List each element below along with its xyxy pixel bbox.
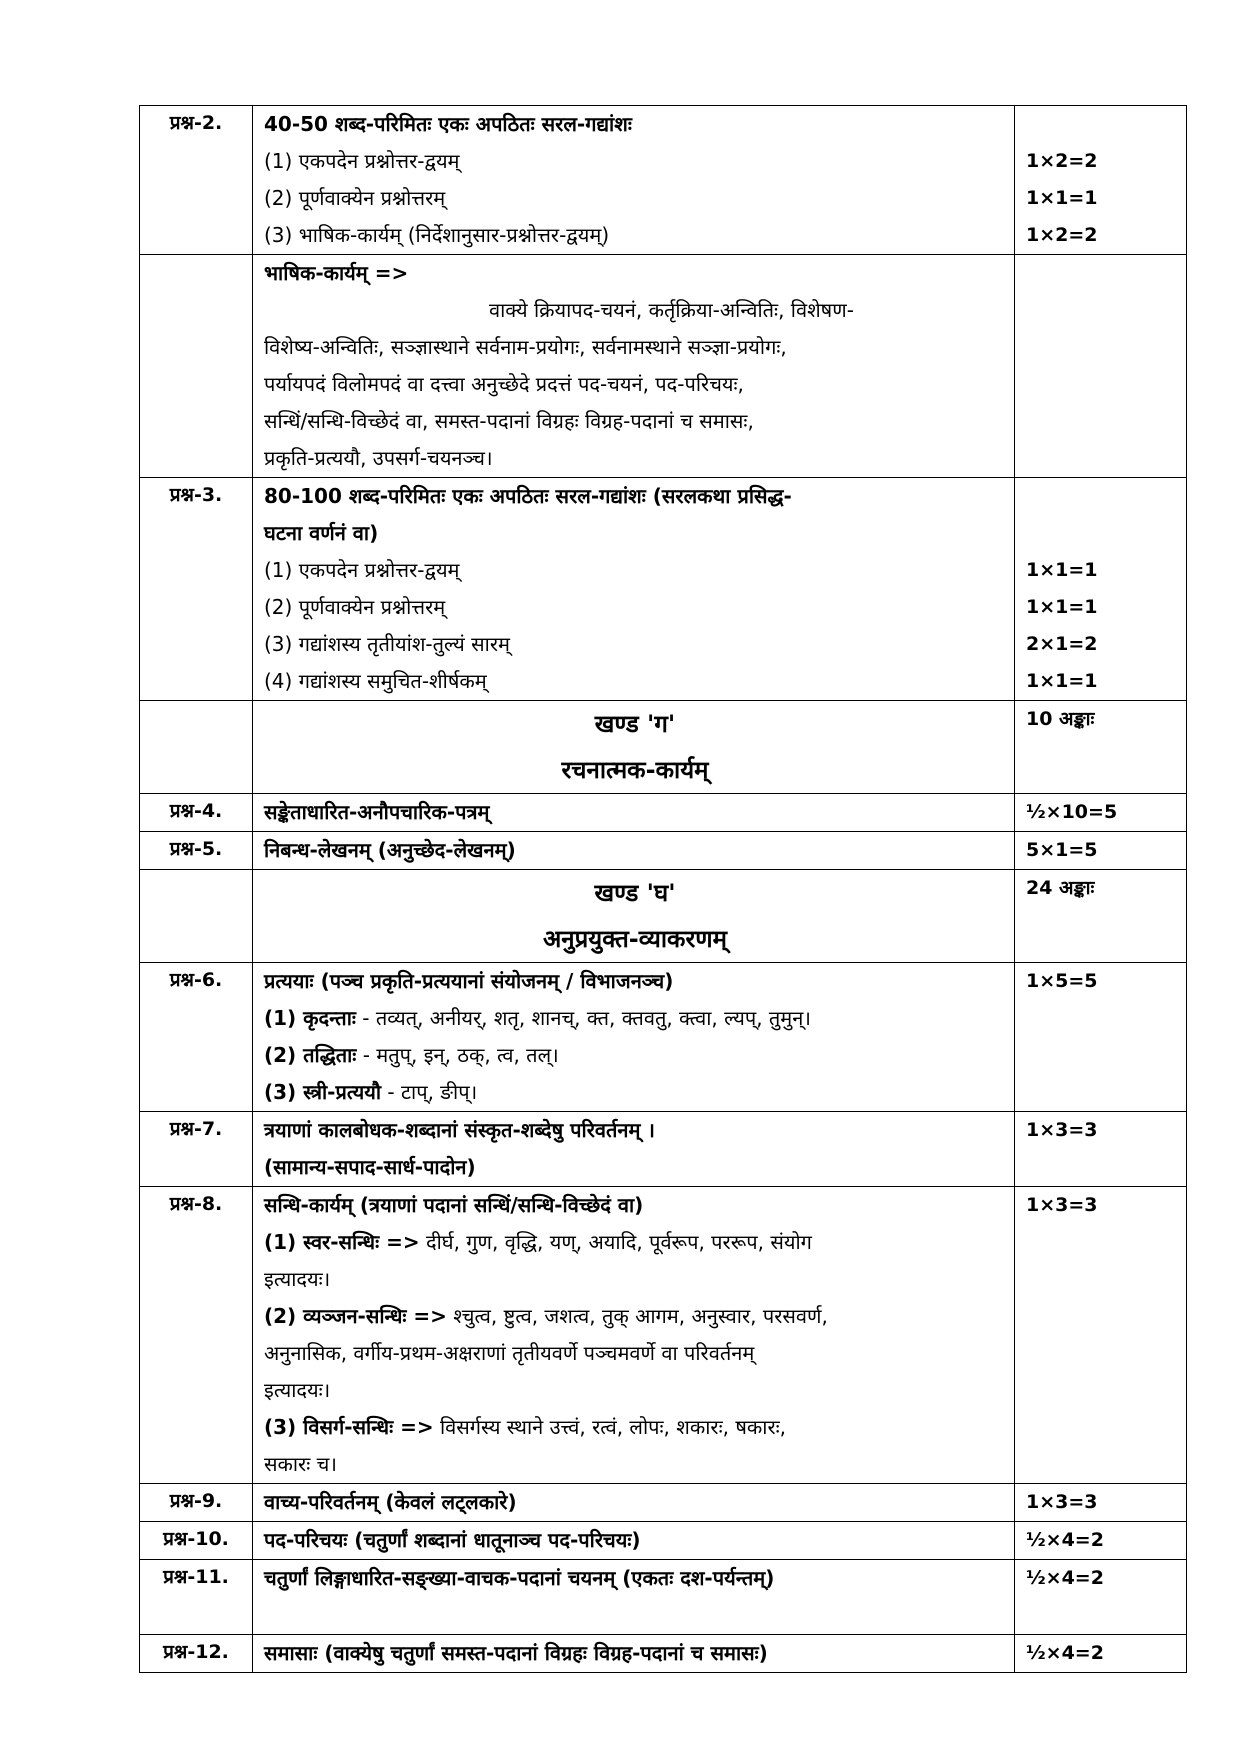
sub-item-text: विसर्गस्य स्थाने उत्त्वं, रत्वं, लोपः, शकारः, षकारः,	[433, 1415, 787, 1439]
sub-item-text: दीर्घ, गुण, वृद्धि, यण्, अयादि, पूर्वरूप, पररूप, संयोग	[419, 1230, 812, 1254]
table-row	[140, 478, 1187, 701]
table-row	[140, 794, 1187, 832]
question-title: घटना वर्णनं वा)	[264, 521, 379, 545]
marks-cell	[1015, 963, 1187, 1112]
section-heading-cell	[253, 870, 1015, 963]
marks-value: 1×1=1	[1026, 559, 1098, 581]
sub-item-text: श्चुत्व, ष्टुत्व, जशत्व, तुक् आगम, अनुस्वार, परसवर्ण,	[446, 1304, 828, 1328]
marks-value: 1×2=2	[1026, 150, 1098, 172]
marks-cell	[1015, 832, 1187, 870]
question-title: निबन्ध-लेखनम् (अनुच्छेद-लेखनम्)	[264, 838, 516, 862]
sub-item-label: (1) कृदन्ताः	[264, 1006, 356, 1030]
question-content	[253, 1484, 1015, 1522]
marks-value: 1×3=3	[1026, 1119, 1098, 1141]
table-row	[140, 106, 1187, 255]
sub-item-continued: अनुनासिक, वर्गीय-प्रथम-अक्षराणां तृतीयवर्णे पञ्चमवर्णे वा परिवर्तनम्	[264, 1341, 755, 1365]
table-row	[140, 701, 1187, 794]
section-title: खण्ड 'घ'	[594, 879, 676, 907]
section-subtitle: अनुप्रयुक्त-व्याकरणम्	[542, 925, 728, 953]
sub-item	[264, 1409, 1006, 1446]
language-task-line: विशेष्य-अन्वितिः, सञ्ज्ञास्थाने सर्वनाम-प्रयोगः, सर्वनामस्थाने सञ्ज्ञा-प्रयोगः,	[264, 335, 787, 359]
table-row	[140, 1112, 1187, 1187]
marks-value: ½×4=2	[1026, 1567, 1104, 1589]
question-number: प्रश्न-8.	[140, 1187, 253, 1484]
question-title: 40-50 शब्द-परिमितः एकः अपठितः सरल-गद्यांशः	[264, 112, 632, 136]
sub-item: (2) पूर्णवाक्येन प्रश्नोत्तरम्	[264, 186, 446, 210]
sub-item-label: (3) विसर्ग-सन्धिः =>	[264, 1415, 434, 1439]
question-title: समासाः (वाक्येषु चतुर्णां समस्त-पदानां विग्रहः विग्रह-पदानां च समासः)	[264, 1641, 768, 1665]
sub-item-continued: सकारः च।	[264, 1452, 337, 1476]
sub-item	[264, 1000, 1006, 1037]
empty-cell	[140, 255, 253, 478]
question-number: प्रश्न-10.	[140, 1522, 253, 1560]
question-title: प्रत्ययाः (पञ्च प्रकृति-प्रत्ययानां संयोजनम् / विभाजनञ्च)	[264, 969, 674, 993]
question-content	[253, 832, 1015, 870]
marks-value: 1×3=3	[1026, 1194, 1098, 1216]
question-content	[253, 1187, 1015, 1484]
language-task-line: पर्यायपदं विलोमपदं वा दत्त्वा अनुच्छेदे प्रदत्तं पद-चयनं, पद-परिचयः,	[264, 372, 744, 396]
marks-value: ½×10=5	[1026, 801, 1118, 823]
marks-value: 2×1=2	[1026, 633, 1098, 655]
sub-item-label: (2) व्यञ्जन-सन्धिः =>	[264, 1304, 447, 1328]
marks-value: 1×1=1	[1026, 596, 1098, 618]
marks-cell	[1015, 870, 1187, 963]
sub-item-text: - टाप्, ङीप्।	[381, 1080, 478, 1104]
language-task-line: प्रकृति-प्रत्ययौ, उपसर्ग-चयनञ्च।	[264, 446, 493, 470]
question-number: प्रश्न-12.	[140, 1635, 253, 1673]
question-title: 80-100 शब्द-परिमितः एकः अपठितः सरल-गद्यांशः (सरलकथा प्रसिद्ध-	[264, 484, 792, 508]
sub-item-text: - मतुप्, इन्, ठक्, त्व, तल्।	[356, 1043, 559, 1067]
sub-item: (4) गद्यांशस्य समुचित-शीर्षकम्	[264, 669, 487, 693]
question-number: प्रश्न-11.	[140, 1560, 253, 1635]
question-title: सन्धि-कार्यम् (त्रयाणां पदानां सन्धिं/सन्धि-विच्छेदं वा)	[264, 1193, 644, 1217]
marks-cell	[1015, 106, 1187, 255]
question-content	[253, 1560, 1015, 1635]
section-marks: 24 अङ्काः	[1026, 877, 1095, 899]
question-number: प्रश्न-7.	[140, 1112, 253, 1187]
question-content	[253, 106, 1015, 255]
sub-item	[264, 1298, 1006, 1335]
section-title: खण्ड 'ग'	[594, 710, 676, 738]
table-row	[140, 963, 1187, 1112]
table-row	[140, 832, 1187, 870]
sub-item: (3) गद्यांशस्य तृतीयांश-तुल्यं सारम्	[264, 632, 510, 656]
marks-cell	[1015, 1560, 1187, 1635]
question-content	[253, 963, 1015, 1112]
question-title: वाच्य-परिवर्तनम् (केवलं लट्लकारे)	[264, 1490, 517, 1514]
marks-cell	[1015, 1484, 1187, 1522]
table-row	[140, 1635, 1187, 1673]
language-task-heading: भाषिक-कार्यम् =>	[264, 261, 409, 285]
empty-cell	[140, 701, 253, 794]
language-task-line: सन्धिं/सन्धि-विच्छेदं वा, समस्त-पदानां विग्रहः विग्रह-पदानां च समासः,	[264, 409, 754, 433]
sub-item-label: (1) स्वर-सन्धिः =>	[264, 1230, 420, 1254]
question-content	[253, 1522, 1015, 1560]
sub-item: (3) भाषिक-कार्यम् (निर्देशानुसार-प्रश्नोत्तर-द्वयम्)	[264, 223, 610, 247]
section-marks: 10 अङ्काः	[1026, 708, 1095, 730]
section-subtitle: रचनात्मक-कार्यम्	[561, 756, 709, 784]
marks-value: 1×1=1	[1026, 187, 1098, 209]
table-row	[140, 1522, 1187, 1560]
marks-cell	[1015, 478, 1187, 701]
question-title: चतुर्णां लिङ्गाधारित-सङ्ख्या-वाचक-पदानां चयनम् (एकतः दश-पर्यन्तम्)	[264, 1566, 775, 1590]
empty-cell	[1015, 255, 1187, 478]
table-row	[140, 1560, 1187, 1635]
sub-item-label: (2) तद्धिताः	[264, 1043, 357, 1067]
empty-cell	[140, 870, 253, 963]
table-row	[140, 255, 1187, 478]
sub-item-continued: इत्यादयः।	[264, 1267, 331, 1291]
marks-cell	[1015, 1187, 1187, 1484]
language-task-content	[253, 255, 1015, 478]
question-content	[253, 1635, 1015, 1673]
question-number: प्रश्न-5.	[140, 832, 253, 870]
sub-item-text: - तव्यत्, अनीयर्, शतृ, शानच्, क्त, क्तवतु, क्त्वा, ल्यप्, तुमुन्।	[355, 1006, 811, 1030]
question-content	[253, 1112, 1015, 1187]
question-number: प्रश्न-2.	[140, 106, 253, 255]
sub-item: (1) एकपदेन प्रश्नोत्तर-द्वयम्	[264, 558, 460, 582]
marks-cell	[1015, 1112, 1187, 1187]
table-row	[140, 870, 1187, 963]
sub-item	[264, 1074, 1006, 1111]
marks-cell	[1015, 701, 1187, 794]
sub-item-label: (3) स्त्री-प्रत्ययौ	[264, 1080, 382, 1104]
sub-item-continued: इत्यादयः।	[264, 1378, 331, 1402]
marks-value: 1×2=2	[1026, 224, 1098, 246]
table-row	[140, 1187, 1187, 1484]
question-number: प्रश्न-9.	[140, 1484, 253, 1522]
sub-item	[264, 1037, 1006, 1074]
question-content	[253, 478, 1015, 701]
question-number: प्रश्न-4.	[140, 794, 253, 832]
marks-value: 5×1=5	[1026, 839, 1098, 861]
marks-cell	[1015, 1522, 1187, 1560]
syllabus-table	[139, 105, 1187, 1673]
question-title: सङ्केताधारित-अनौपचारिक-पत्रम्	[264, 800, 490, 824]
sub-item	[264, 1224, 1006, 1261]
question-content	[253, 794, 1015, 832]
section-heading-cell	[253, 701, 1015, 794]
sub-item: (1) एकपदेन प्रश्नोत्तर-द्वयम्	[264, 149, 460, 173]
question-number: प्रश्न-6.	[140, 963, 253, 1112]
marks-value: 1×1=1	[1026, 670, 1098, 692]
question-title: त्रयाणां कालबोधक-शब्दानां संस्कृत-शब्देषु परिवर्तनम् ।	[264, 1118, 655, 1142]
table-row	[140, 1484, 1187, 1522]
marks-value: ½×4=2	[1026, 1642, 1104, 1664]
marks-value: 1×5=5	[1026, 970, 1098, 992]
marks-cell	[1015, 794, 1187, 832]
question-number: प्रश्न-3.	[140, 478, 253, 701]
question-title: पद-परिचयः (चतुर्णां शब्दानां धातूनाञ्च पद-परिचयः)	[264, 1528, 641, 1552]
question-title: (सामान्य-सपाद-सार्ध-पादोन)	[264, 1155, 476, 1179]
sub-item: (2) पूर्णवाक्येन प्रश्नोत्तरम्	[264, 595, 446, 619]
marks-value: 1×3=3	[1026, 1491, 1098, 1513]
marks-cell	[1015, 1635, 1187, 1673]
marks-value: ½×4=2	[1026, 1529, 1104, 1551]
language-task-line: वाक्ये क्रियापद-चयनं, कर्तृक्रिया-अन्वितिः, विशेषण-	[489, 298, 854, 322]
